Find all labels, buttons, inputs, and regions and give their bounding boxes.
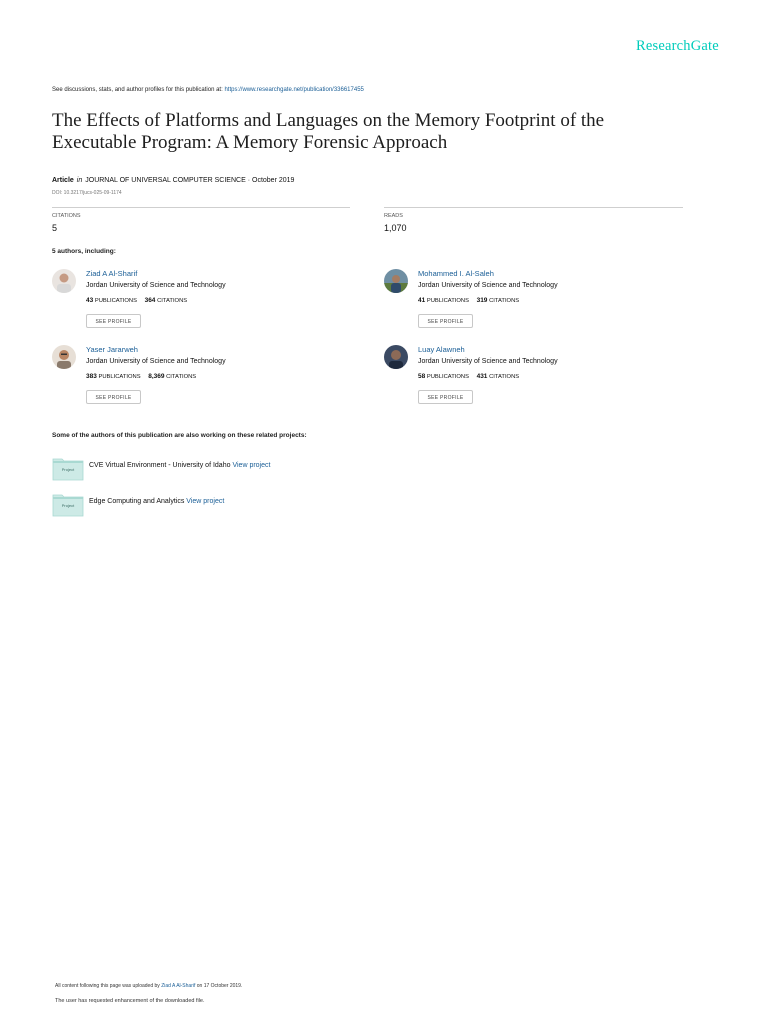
- header-note-text: See discussions, stats, and author profiles for this publication at:: [52, 87, 223, 93]
- author-institution: Jordan University of Science and Technology: [418, 282, 558, 289]
- see-profile-button[interactable]: SEE PROFILE: [86, 390, 141, 404]
- upload-note: [55, 983, 242, 989]
- author-citations-label: CITATIONS: [157, 298, 188, 304]
- project-folder-icon: [52, 493, 84, 517]
- paper-title-line-2: Executable Program: A Memory Forensic Approach: [52, 131, 448, 153]
- project-item: [52, 493, 452, 517]
- author-citations-count: 8,369: [148, 373, 165, 380]
- author-publications-count: 41: [418, 297, 426, 304]
- author-citations-label: CITATIONS: [166, 374, 197, 380]
- paper-date: · October 2019: [247, 177, 295, 184]
- authors-heading: 5 authors, including:: [52, 248, 116, 255]
- author-name-link[interactable]: Yaser Jararweh: [86, 345, 138, 354]
- upload-note-suffix: on 17 October 2019.: [196, 983, 243, 989]
- author-publications-count: 58: [418, 373, 426, 380]
- author-name-link[interactable]: Luay Alawneh: [418, 345, 465, 354]
- author-citations-count: 319: [476, 297, 488, 304]
- uploader-link[interactable]: Ziad A Al-Sharif: [161, 983, 196, 989]
- project-text: [89, 462, 270, 469]
- author-stats: [86, 297, 187, 304]
- reads-divider: [384, 207, 683, 208]
- paper-title-line-1: The Effects of Platforms and Languages on the Memory Footprint of the: [52, 110, 605, 131]
- paper-title: [52, 110, 732, 153]
- author-institution: Jordan University of Science and Technology: [418, 358, 558, 365]
- avatar[interactable]: [52, 269, 76, 293]
- project-text: [89, 498, 224, 505]
- author-citations-label: CITATIONS: [489, 374, 520, 380]
- project-name: CVE Virtual Environment - University of Idaho: [89, 462, 231, 469]
- author-card: [384, 345, 704, 415]
- author-publications-label: PUBLICATIONS: [98, 374, 141, 380]
- paper-type: Article: [52, 177, 74, 184]
- paper-meta: [52, 177, 294, 184]
- header-note: [52, 87, 364, 93]
- author-name-link[interactable]: Mohammed I. Al-Saleh: [418, 269, 494, 278]
- author-stats: [418, 373, 519, 380]
- view-project-link[interactable]: View project: [186, 498, 225, 505]
- upload-note-prefix: All content following this page was uploaded by: [55, 983, 160, 989]
- researchgate-logo[interactable]: ResearchGate: [636, 38, 719, 54]
- author-citations-label: CITATIONS: [489, 298, 520, 304]
- author-institution: Jordan University of Science and Technology: [86, 358, 226, 365]
- author-publications-label: PUBLICATIONS: [426, 298, 469, 304]
- see-profile-button[interactable]: SEE PROFILE: [86, 314, 141, 328]
- author-publications-count: 383: [86, 373, 97, 380]
- author-name-link[interactable]: Ziad A Al-Sharif: [86, 269, 138, 278]
- citations-divider: [52, 207, 350, 208]
- paper-in-word: in: [76, 177, 83, 184]
- see-profile-button[interactable]: SEE PROFILE: [418, 390, 473, 404]
- author-publications-count: 43: [86, 297, 94, 304]
- author-citations-count: 364: [144, 297, 156, 304]
- project-item: [52, 457, 452, 481]
- project-icon-label: Project: [61, 503, 75, 508]
- paper-journal: JOURNAL OF UNIVERSAL COMPUTER SCIENCE: [85, 177, 246, 184]
- project-name: Edge Computing and Analytics: [89, 498, 185, 505]
- publication-url-link[interactable]: https://www.researchgate.net/publication/336617455: [224, 87, 364, 93]
- author-card: [384, 269, 704, 339]
- avatar[interactable]: [384, 345, 408, 369]
- see-profile-button[interactable]: SEE PROFILE: [418, 314, 473, 328]
- author-publications-label: PUBLICATIONS: [94, 298, 137, 304]
- author-publications-label: PUBLICATIONS: [426, 374, 469, 380]
- author-stats: [86, 373, 196, 380]
- view-project-link[interactable]: View project: [232, 462, 271, 469]
- project-folder-icon: [52, 457, 84, 481]
- author-citations-count: 431: [476, 373, 488, 380]
- avatar[interactable]: [52, 345, 76, 369]
- avatar[interactable]: [384, 269, 408, 293]
- reads-value: 1,070: [384, 223, 407, 233]
- paper-doi: DOI: 10.3217/jucs-025-09-1174: [52, 190, 122, 196]
- author-stats: [418, 297, 519, 304]
- author-card: [52, 269, 372, 339]
- citations-value: 5: [52, 223, 58, 233]
- reads-label: READS: [384, 213, 403, 219]
- projects-heading: Some of the authors of this publication are also working on these related projects:: [52, 432, 307, 439]
- author-institution: Jordan University of Science and Technology: [86, 282, 226, 289]
- author-card: [52, 345, 372, 415]
- project-icon-label: Project: [61, 467, 75, 472]
- citations-label: CITATIONS: [52, 213, 81, 219]
- enhancement-note: The user has requested enhancement of the downloaded file.: [55, 998, 205, 1004]
